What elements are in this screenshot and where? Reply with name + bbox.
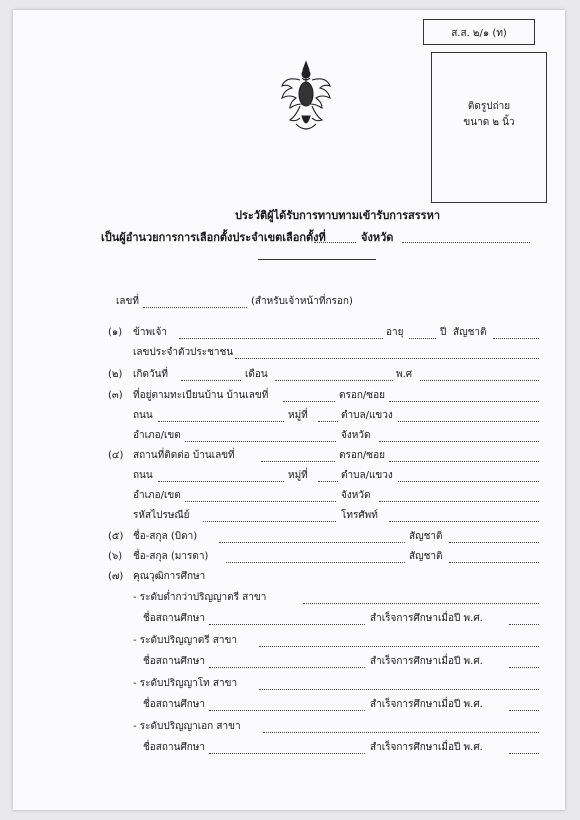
s1-nationality-field[interactable] <box>493 338 539 339</box>
form-code-box <box>423 19 535 45</box>
age-field[interactable] <box>409 338 436 339</box>
postcode-field[interactable] <box>203 521 336 522</box>
edu-grad-1: สำเร็จการศึกษาเมื่อปี พ.ศ. <box>370 613 483 624</box>
s3-subdistrict-field[interactable] <box>398 421 539 422</box>
s3-label: ที่อยู่ตามทะเบียนบ้าน บ้านเลขที่ <box>133 390 269 401</box>
s3-district-field[interactable] <box>185 441 336 442</box>
s4-num: (๔) <box>108 450 124 461</box>
edu-school-4: ชื่อสถานศึกษา <box>143 742 206 753</box>
s7-num: (๗) <box>108 571 124 582</box>
s5-num: (๕) <box>108 531 124 542</box>
edu-school-4-field[interactable] <box>209 753 365 754</box>
father-nationality-field[interactable] <box>449 542 539 543</box>
edu-school-3-field[interactable] <box>209 710 365 711</box>
s3-district-label: อำเภอ/เขต <box>133 430 181 441</box>
edu-major-2-field[interactable] <box>259 646 539 647</box>
edu-level-1: - ระดับต่ำกว่าปริญญาตรี สาขา <box>133 592 267 603</box>
s3-province-field[interactable] <box>379 441 539 442</box>
edu-grad-2: สำเร็จการศึกษาเมื่อปี พ.ศ. <box>370 656 483 667</box>
be-label: พ.ศ <box>396 369 413 380</box>
edu-level-3: - ระดับปริญญาโท สาขา <box>133 678 238 689</box>
edu-grad-3: สำเร็จการศึกษาเมื่อปี พ.ศ. <box>370 699 483 710</box>
edu-level-2: - ระดับปริญญาตรี สาขา <box>133 635 237 646</box>
s3-alley-label: ตรอก/ซอย <box>339 390 385 401</box>
birth-day-field[interactable] <box>181 380 241 381</box>
number-field[interactable] <box>143 307 247 308</box>
mother-label: ชื่อ-สกุล (มารดา) <box>133 551 209 562</box>
s4-subdistrict-field[interactable] <box>398 481 539 482</box>
s4-moo-label: หมู่ที่ <box>288 470 308 481</box>
father-name-field[interactable] <box>219 542 405 543</box>
edu-school-2: ชื่อสถานศึกษา <box>143 656 206 667</box>
month-label: เดือน <box>245 369 268 380</box>
s4-alley-field[interactable] <box>389 461 539 462</box>
edu-grad-4: สำเร็จการศึกษาเมื่อปี พ.ศ. <box>370 742 483 753</box>
edu-school-1-field[interactable] <box>209 624 365 625</box>
s6-num: (๖) <box>108 551 123 562</box>
s3-moo-field[interactable] <box>318 421 338 422</box>
form-code: ส.ส. ๒/๑ (ท) <box>451 28 507 39</box>
district-no-field[interactable] <box>314 242 356 243</box>
edu-level-4: - ระดับปริญญาเอก สาขา <box>133 721 241 732</box>
s1-label: ข้าพเจ้า <box>133 327 167 338</box>
s3-moo-label: หมู่ที่ <box>288 410 308 421</box>
birth-month-field[interactable] <box>275 380 393 381</box>
edu-school-1: ชื่อสถานศึกษา <box>143 613 206 624</box>
mother-nationality-label: สัญชาติ <box>409 551 443 562</box>
postcode-label: รหัสไปรษณีย์ <box>133 510 190 521</box>
father-label: ชื่อ-สกุล (บิดา) <box>133 531 198 542</box>
edu-grad-1-field[interactable] <box>509 624 539 625</box>
s1-num: (๑) <box>108 327 123 338</box>
garuda-emblem-icon <box>278 60 334 136</box>
photo-label: ติดรูปถ่าย <box>467 101 511 112</box>
year-label: ปี <box>440 327 447 338</box>
s1-nationality-label: สัญชาติ <box>453 327 487 338</box>
edu-grad-3-field[interactable] <box>509 710 539 711</box>
s3-num: (๓) <box>108 390 123 401</box>
s4-subdistrict-label: ตำบล/แขวง <box>341 470 393 481</box>
photo-size: ขนาด ๒ นิ้ว <box>463 117 515 128</box>
photo-box <box>431 52 547 203</box>
s4-road-field[interactable] <box>158 481 284 482</box>
s4-province-label: จังหวัด <box>341 490 371 501</box>
name-field[interactable] <box>179 338 383 339</box>
s4-road-label: ถนน <box>133 470 153 481</box>
s3-road-label: ถนน <box>133 410 153 421</box>
number-label: เลขที่ <box>116 296 139 307</box>
s4-moo-field[interactable] <box>318 481 338 482</box>
province-title-field[interactable] <box>402 242 530 243</box>
id-field[interactable] <box>235 358 539 359</box>
number-note: (สำหรับเจ้าหน้าที่กรอก) <box>251 296 353 307</box>
phone-label: โทรศัพท์ <box>341 510 378 521</box>
s3-province-label: จังหวัด <box>341 430 371 441</box>
edu-grad-4-field[interactable] <box>509 753 539 754</box>
form-page <box>13 10 565 810</box>
s4-district-field[interactable] <box>185 501 336 502</box>
id-label: เลขประจำตัวประชาชน <box>133 347 234 358</box>
birth-year-field[interactable] <box>420 380 539 381</box>
mother-name-field[interactable] <box>226 562 405 563</box>
s4-alley-label: ตรอก/ซอย <box>339 450 385 461</box>
age-label: อายุ <box>386 327 404 338</box>
edu-school-3: ชื่อสถานศึกษา <box>143 699 206 710</box>
edu-school-2-field[interactable] <box>209 667 365 668</box>
form-title: ประวัติผู้ได้รับการทาบทามเข้ารับการสรรหา <box>235 209 441 222</box>
title-underline <box>258 259 376 260</box>
s4-label: สถานที่ติดต่อ บ้านเลขที่ <box>133 450 235 461</box>
edu-major-1-field[interactable] <box>303 603 539 604</box>
s2-num: (๒) <box>108 369 123 380</box>
s4-district-label: อำเภอ/เขต <box>133 490 181 501</box>
s4-house-no-field[interactable] <box>261 461 335 462</box>
form-title-line2: เป็นผู้อำนวยการการเลือกตั้งประจำเขตเลือกตั้งที่ <box>101 231 326 244</box>
edu-grad-2-field[interactable] <box>509 667 539 668</box>
s2-label: เกิดวันที่ <box>133 369 169 380</box>
edu-major-4-field[interactable] <box>263 732 539 733</box>
father-nationality-label: สัญชาติ <box>409 531 443 542</box>
phone-field[interactable] <box>389 521 539 522</box>
s4-province-field[interactable] <box>379 501 539 502</box>
s3-house-no-field[interactable] <box>283 401 335 402</box>
s3-subdistrict-label: ตำบล/แขวง <box>341 410 393 421</box>
mother-nationality-field[interactable] <box>449 562 539 563</box>
province-title-label: จังหวัด <box>361 231 394 244</box>
s3-alley-field[interactable] <box>389 401 539 402</box>
s3-road-field[interactable] <box>158 421 284 422</box>
education-label: คุณวุฒิการศึกษา <box>133 571 206 582</box>
edu-major-3-field[interactable] <box>259 689 539 690</box>
